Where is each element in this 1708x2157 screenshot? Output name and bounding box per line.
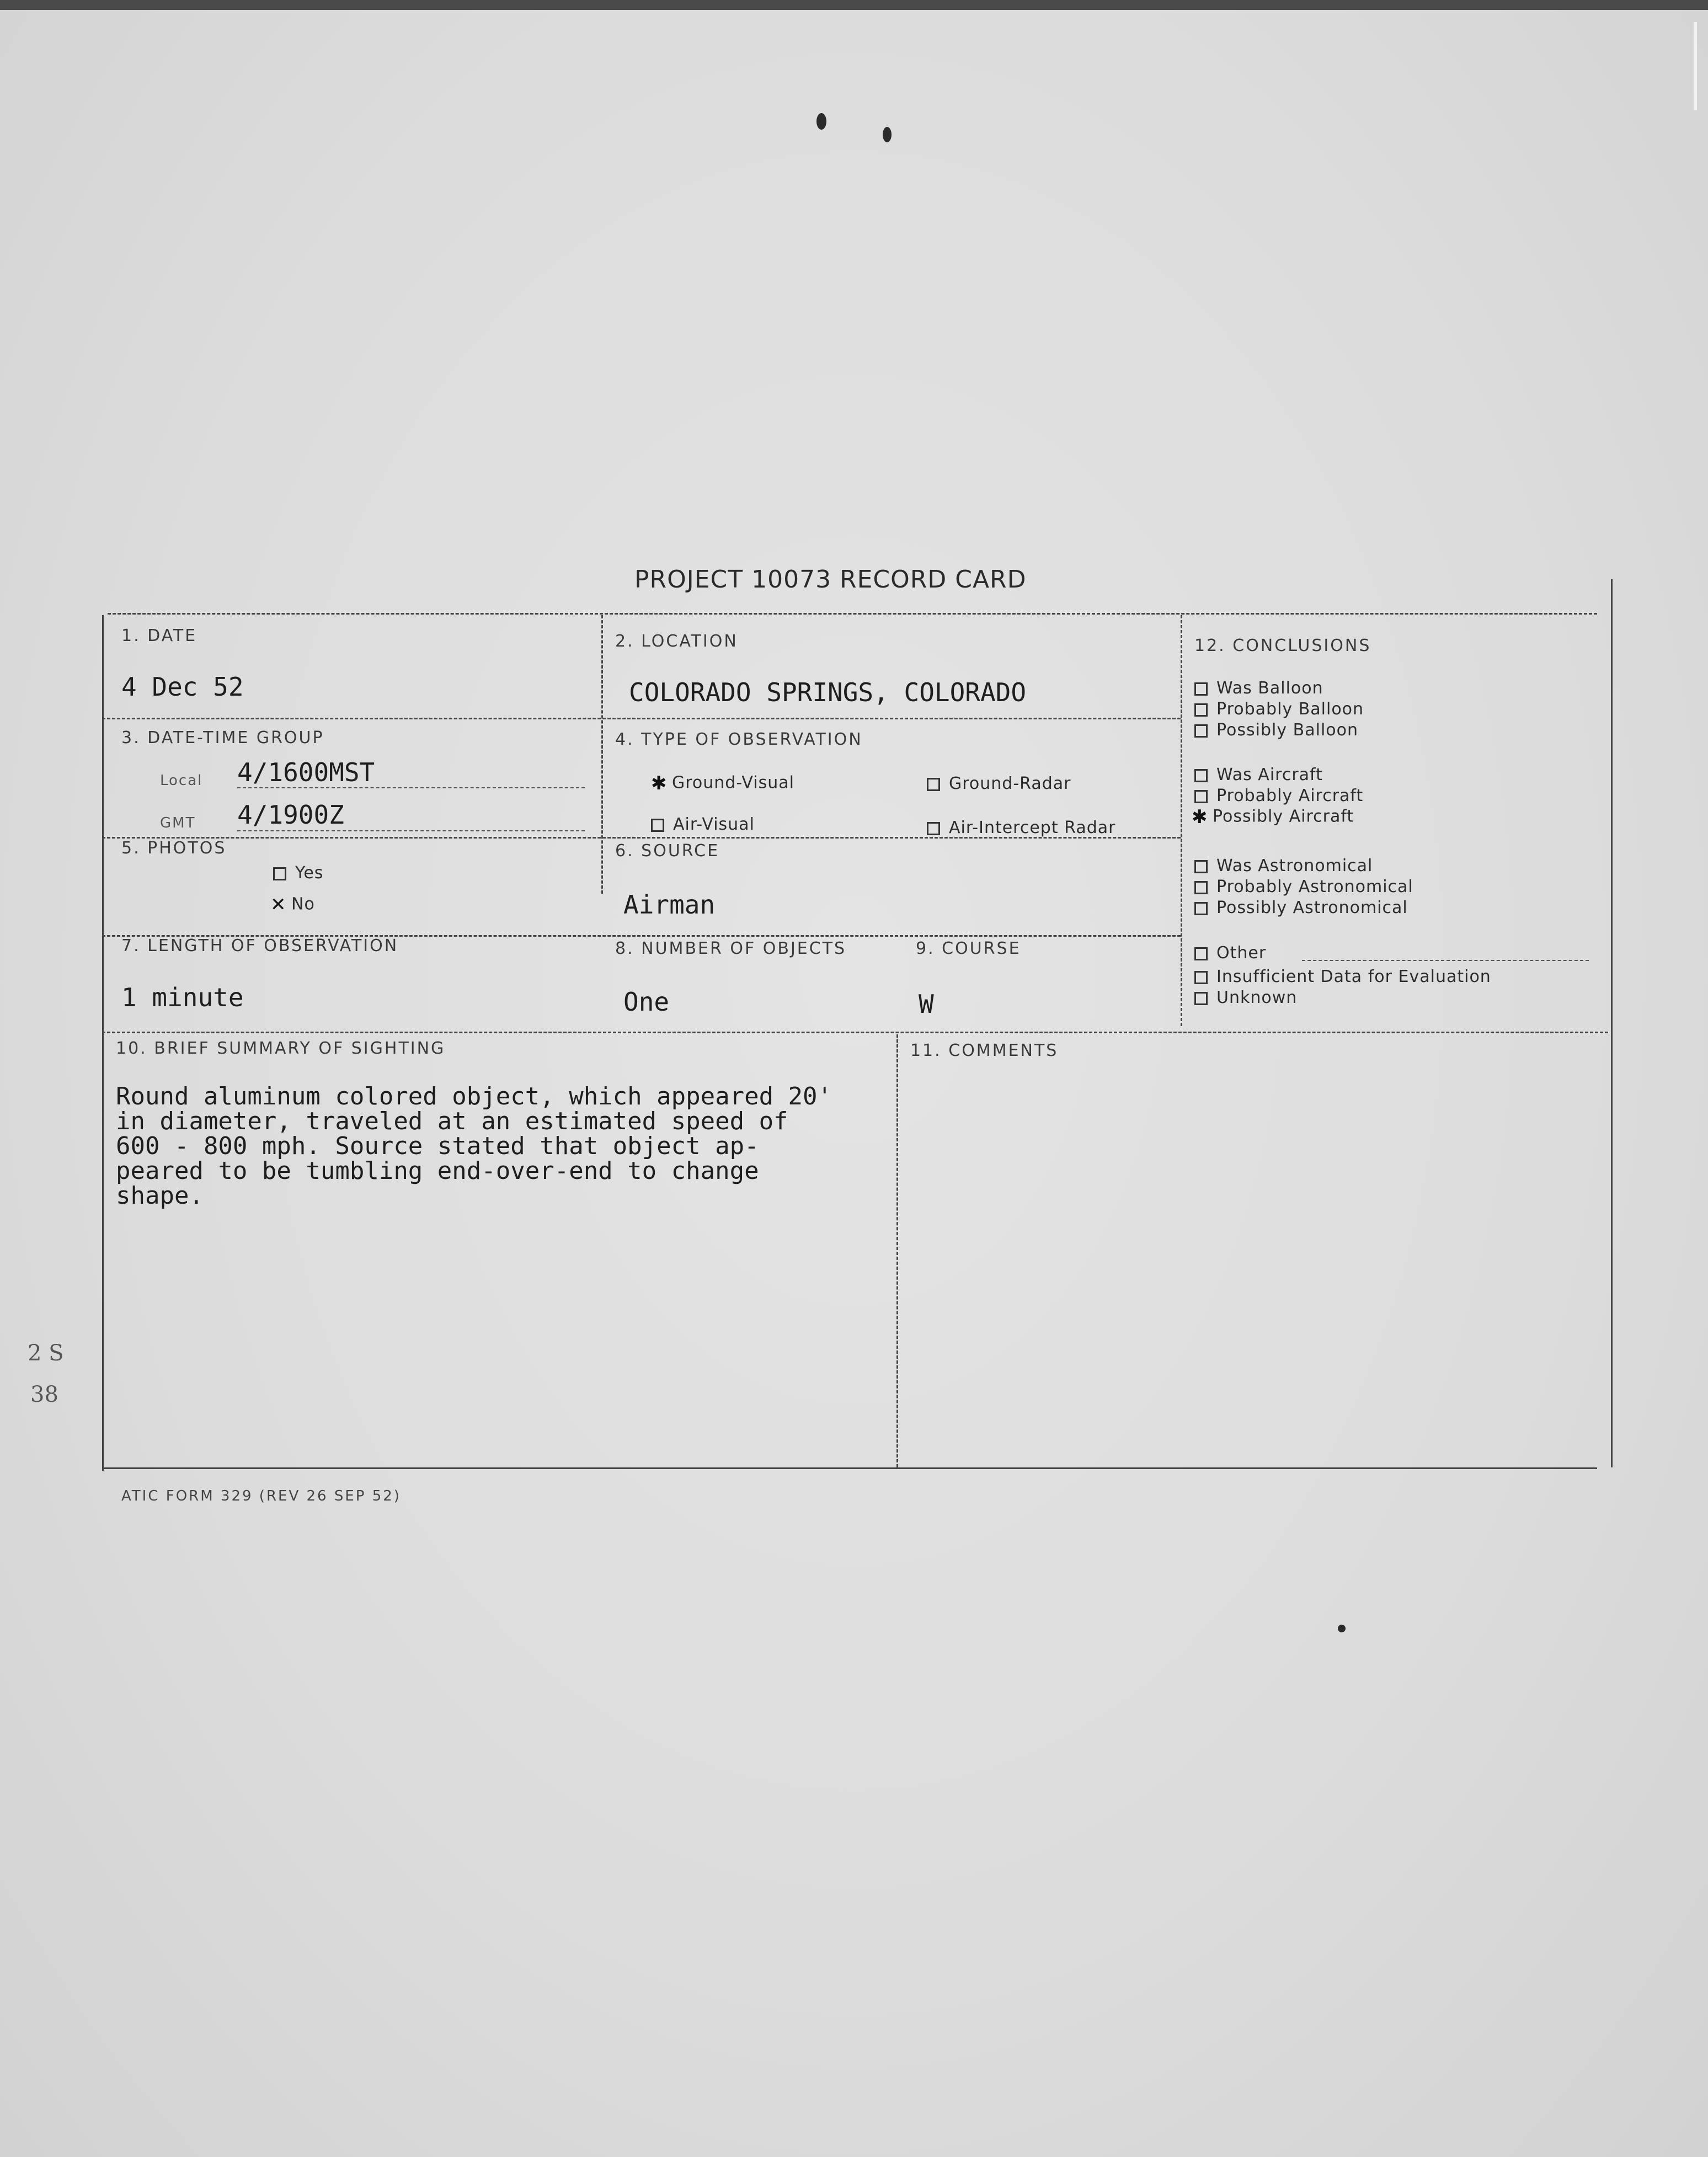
length-of-observation-label: 7. LENGTH OF OBSERVATION xyxy=(121,936,399,955)
checkbox-icon xyxy=(1194,902,1208,915)
card-right-border xyxy=(1611,579,1613,1467)
checkbox-icon xyxy=(1194,992,1208,1005)
checkbox-icon xyxy=(1194,971,1208,984)
option-label: Possibly Balloon xyxy=(1216,720,1358,740)
checkbox-icon xyxy=(1194,860,1208,873)
number-of-objects-value: One xyxy=(623,987,670,1017)
tape-strip xyxy=(1694,22,1697,110)
summary-line: Round aluminum colored object, which appeared 20' xyxy=(116,1082,832,1110)
type-of-observation-label: 4. TYPE OF OBSERVATION xyxy=(615,730,863,749)
conclusion-was-balloon xyxy=(1194,679,1323,698)
punch-mark xyxy=(883,127,892,142)
conclusion-probably-astronomical xyxy=(1194,877,1413,896)
gmt-label: GMT xyxy=(160,815,196,831)
checkbox-icon xyxy=(1194,703,1208,717)
gmt-time-value: 4/1900Z xyxy=(237,800,344,830)
number-of-objects-label: 8. NUMBER OF OBJECTS xyxy=(615,939,847,958)
margin-note-top: 2 S xyxy=(28,1341,64,1366)
option-label: Possibly Aircraft xyxy=(1213,807,1354,826)
option-label: Yes xyxy=(295,863,324,883)
course-value: W xyxy=(919,989,934,1019)
photos-label: 5. PHOTOS xyxy=(121,839,227,858)
option-label: Was Balloon xyxy=(1216,679,1323,698)
brief-summary-text xyxy=(116,1084,916,1208)
option-label: Ground-Visual xyxy=(672,773,794,793)
conclusion-was-aircraft xyxy=(1194,765,1323,784)
record-card xyxy=(99,610,1605,1470)
date-label: 1. DATE xyxy=(121,626,198,645)
location-label: 2. LOCATION xyxy=(615,632,738,651)
checkbox-icon xyxy=(927,778,940,791)
option-label: Ground-Radar xyxy=(949,774,1071,793)
checked-mark-icon: ✱ xyxy=(1192,806,1208,828)
conclusion-possibly-aircraft xyxy=(1192,806,1354,828)
option-air-visual xyxy=(651,815,755,834)
option-air-intercept-radar xyxy=(927,818,1115,837)
checkbox-icon xyxy=(1194,881,1208,894)
col-divider-2 xyxy=(1181,615,1182,1026)
conclusion-probably-aircraft xyxy=(1194,786,1363,805)
option-label: Possibly Astronomical xyxy=(1216,898,1408,917)
summary-line: 600 - 800 mph. Source stated that object ap- xyxy=(116,1132,759,1160)
checkbox-icon xyxy=(273,867,286,880)
option-label: Air-Visual xyxy=(673,815,755,834)
checkbox-icon xyxy=(1194,682,1208,696)
local-underline xyxy=(237,787,585,788)
checkbox-icon xyxy=(1194,947,1208,960)
option-label: Probably Aircraft xyxy=(1216,786,1364,805)
checkbox-icon xyxy=(1194,769,1208,782)
option-ground-visual xyxy=(651,772,794,794)
option-label: Was Astronomical xyxy=(1216,856,1373,875)
option-label: Probably Balloon xyxy=(1216,700,1364,719)
option-label: Insufficient Data for Evaluation xyxy=(1216,967,1491,986)
local-time-value: 4/1600MST xyxy=(237,757,375,787)
length-of-observation-value: 1 minute xyxy=(121,983,244,1012)
photos-option-yes xyxy=(273,863,323,883)
punch-mark xyxy=(816,113,826,130)
course-label: 9. COURSE xyxy=(916,939,1021,958)
option-label: Other xyxy=(1216,943,1267,963)
checked-mark-icon: ✱ xyxy=(651,772,668,794)
checked-mark-icon: ✕ xyxy=(270,894,287,916)
gmt-underline xyxy=(237,830,585,831)
scan-top-edge xyxy=(0,0,1708,10)
comments-label: 11. COMMENTS xyxy=(910,1041,1059,1060)
checkbox-icon xyxy=(1194,724,1208,738)
punch-mark xyxy=(1338,1625,1346,1632)
card-left-border xyxy=(102,615,104,1471)
col-divider-1 xyxy=(601,615,603,894)
local-label: Local xyxy=(160,772,203,789)
checkbox-icon xyxy=(651,819,664,832)
conclusion-insufficient-data xyxy=(1194,967,1491,986)
photos-option-no xyxy=(270,894,315,916)
form-footer: ATIC FORM 329 (REV 26 SEP 52) xyxy=(121,1488,401,1504)
option-ground-radar xyxy=(927,774,1071,793)
summary-line: shape. xyxy=(116,1182,204,1210)
row-divider-1 xyxy=(102,718,1181,719)
conclusion-unknown xyxy=(1194,988,1297,1007)
margin-note-bottom: 38 xyxy=(30,1382,58,1407)
row-divider-4 xyxy=(102,1032,1608,1033)
option-label: Unknown xyxy=(1216,988,1298,1007)
card-title: PROJECT 10073 RECORD CARD xyxy=(634,565,1027,594)
date-value: 4 Dec 52 xyxy=(121,672,244,702)
conclusions-label: 12. CONCLUSIONS xyxy=(1194,636,1371,655)
conclusion-possibly-balloon xyxy=(1194,720,1358,740)
other-underline xyxy=(1302,960,1589,961)
checkbox-icon xyxy=(1194,790,1208,803)
summary-line: peared to be tumbling end-over-end to change xyxy=(116,1157,759,1185)
option-label: Air-Intercept Radar xyxy=(949,818,1116,837)
card-top-border xyxy=(108,613,1597,615)
source-value: Airman xyxy=(623,890,716,920)
conclusion-possibly-astronomical xyxy=(1194,898,1408,917)
conclusion-other xyxy=(1194,943,1266,963)
conclusion-probably-balloon xyxy=(1194,700,1364,719)
location-value: COLORADO SPRINGS, COLORADO xyxy=(629,677,1027,707)
conclusion-was-astronomical xyxy=(1194,856,1373,875)
option-label: Was Aircraft xyxy=(1216,765,1323,784)
checkbox-icon xyxy=(927,822,940,835)
source-label: 6. SOURCE xyxy=(615,841,720,861)
option-label: No xyxy=(291,894,315,914)
brief-summary-label: 10. BRIEF SUMMARY OF SIGHTING xyxy=(116,1039,446,1058)
option-label: Probably Astronomical xyxy=(1216,877,1413,896)
summary-line: in diameter, traveled at an estimated speed of xyxy=(116,1107,788,1135)
card-bottom-border xyxy=(102,1467,1597,1469)
date-time-group-label: 3. DATE-TIME GROUP xyxy=(121,728,324,748)
